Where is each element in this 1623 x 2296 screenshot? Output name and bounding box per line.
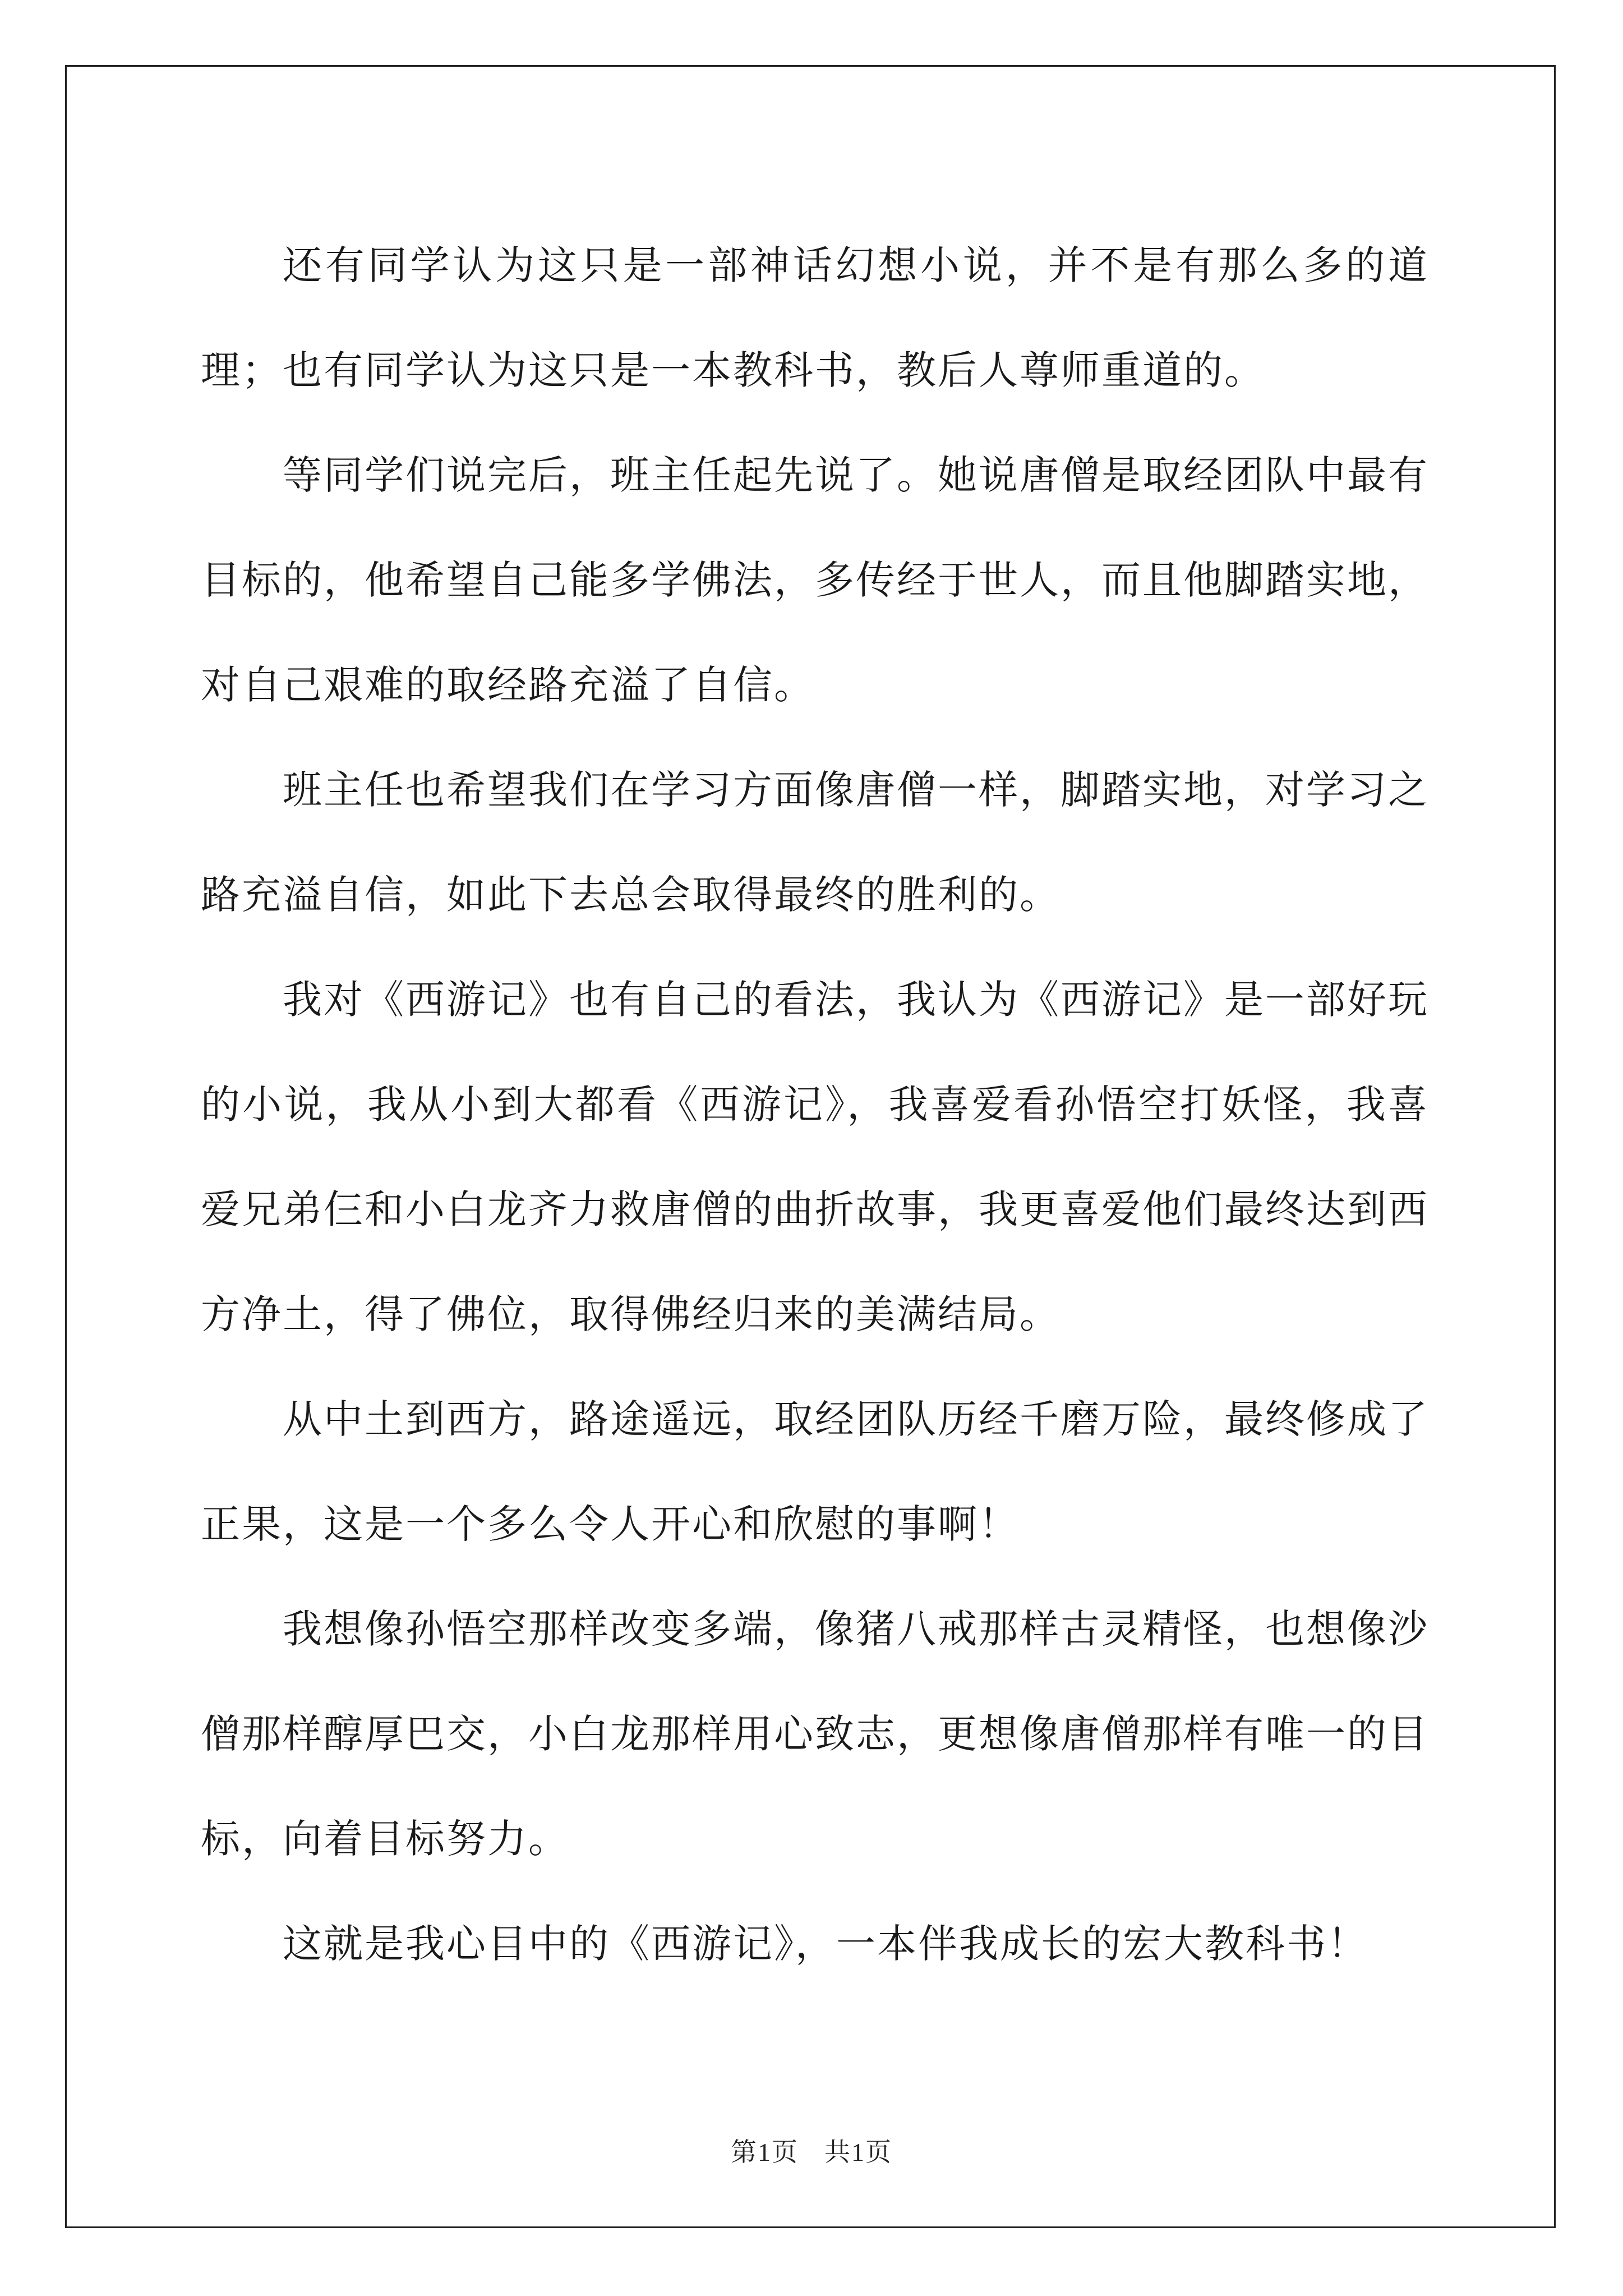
page-number-total: 共1页 [824, 2138, 892, 2166]
document-body [201, 213, 1429, 1996]
page-number-current: 第1页 [731, 2138, 799, 2166]
paragraph-7: 这就是我心目中的《西游记》，一本伴我成长的宏大教科书！ [283, 1921, 1368, 1967]
page-footer [0, 2132, 1623, 2169]
paragraph-1: 还有同学认为这只是一部神话幻想小说，并不是有那么多的道理；也有同学认为这只是一本教科书，教后人尊师重道的。 [201, 242, 1429, 393]
paragraph-6: 我想像孙悟空那样改变多端，像猪八戒那样古灵精怪，也想像沙僧那样醇厚巴交，小白龙那样用心致志，更想像唐僧那样有唯一的目标，向着目标努力。 [201, 1606, 1429, 1862]
paragraph-4: 我对《西游记》也有自己的看法，我认为《西游记》是一部好玩的小说，我从小到大都看《西游记》，我喜爱看孙悟空打妖怪，我喜爱兄弟仨和小白龙齐力救唐僧的曲折故事，我更喜爱他们最终达到西方净土，得了佛位，取得佛经归来的美满结局。 [201, 977, 1429, 1337]
paragraph-5: 从中土到西方，路途遥远，取经团队历经千磨万险，最终修成了正果，这是一个多么令人开心和欣慰的事啊！ [201, 1396, 1429, 1547]
paragraph-3: 班主任也希望我们在学习方面像唐僧一样，脚踏实地，对学习之路充溢自信，如此下去总会取得最终的胜利的。 [201, 767, 1429, 918]
paragraph-2: 等同学们说完后，班主任起先说了。她说唐僧是取经团队中最有目标的，他希望自己能多学佛法，多传经于世人，而且他脚踏实地，对自己艰难的取经路充溢了自信。 [201, 452, 1429, 708]
